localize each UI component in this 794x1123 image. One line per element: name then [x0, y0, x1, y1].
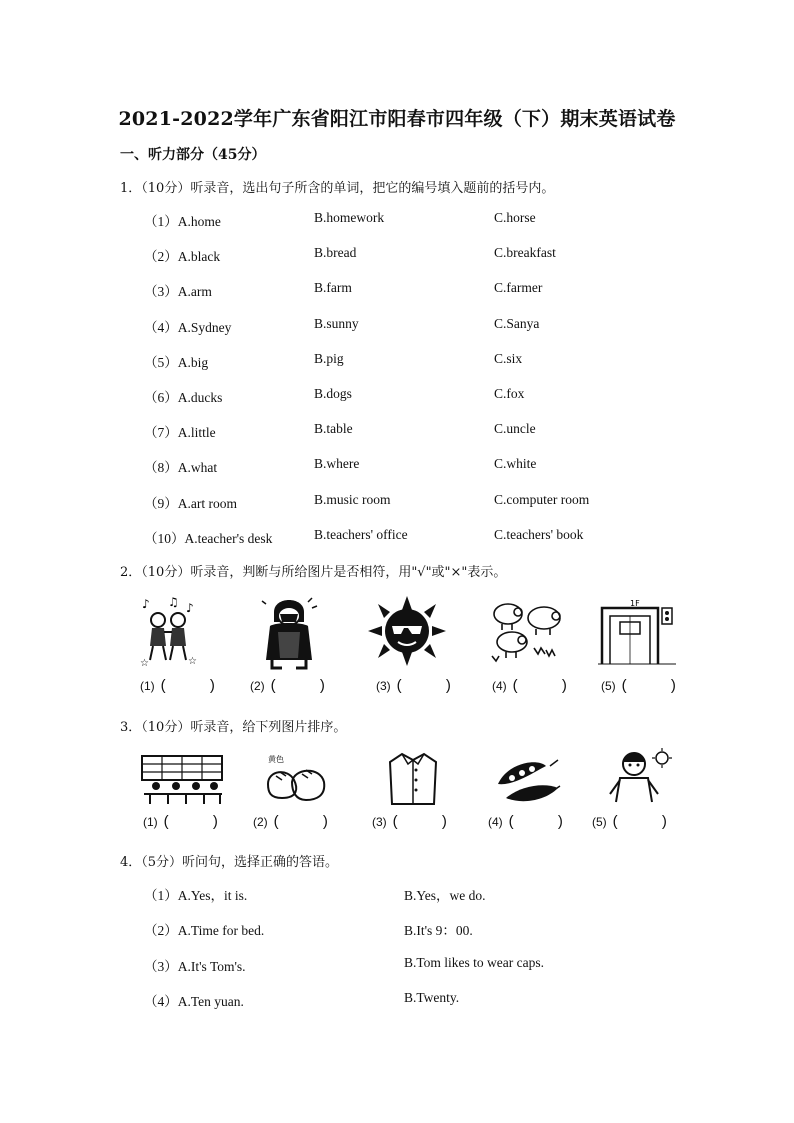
option-c: C.computer room: [494, 491, 590, 507]
option-c: C.uncle: [494, 421, 536, 437]
item-number: (3): [372, 815, 387, 829]
question-number: （7）: [144, 425, 178, 441]
answer-parentheses: ( ): [163, 813, 238, 830]
question-number: （1）: [144, 214, 178, 229]
option-a-text: A.Ten yuan.: [177, 993, 244, 1009]
answer-parentheses: ( ): [621, 677, 696, 694]
option-row: [144, 210, 704, 230]
option-b: B.Twenty.: [404, 989, 460, 1005]
option-a: [144, 245, 220, 265]
option-a-text: A.Yes，it is.: [177, 888, 248, 903]
question-1-stem: 1．（10分）听录音，选出句子所含的单词，把它的编号填入题前的括号内。: [120, 181, 555, 196]
option-a-text: A.Time for bed.: [177, 923, 265, 939]
question-number: （8）: [144, 460, 178, 476]
question-number: （3）: [144, 284, 178, 300]
option-c: C.white: [494, 456, 537, 472]
hot-girl-icon: [604, 748, 674, 804]
item-number: (1): [140, 679, 155, 693]
item-number: (3): [376, 679, 391, 693]
option-a: [144, 316, 231, 336]
option-row: [144, 884, 704, 904]
option-a-text: A.little: [177, 425, 216, 441]
option-b: B.Yes，we do.: [404, 888, 486, 903]
option-b: B.music room: [314, 491, 391, 507]
option-a-text: A.black: [177, 249, 221, 265]
svg-text:☆: ☆: [188, 656, 197, 667]
answer-parentheses: ( ): [273, 813, 348, 830]
option-a: [144, 456, 217, 476]
answer-blank: [488, 813, 583, 830]
option-a: [144, 421, 216, 441]
section-heading-listening: 一、听力部分（45分）: [120, 147, 266, 163]
answer-blank: [376, 677, 471, 694]
option-a-text: A.arm: [177, 284, 212, 300]
sheep-icon: [488, 598, 566, 664]
option-c: C.teachers' book: [494, 526, 584, 542]
answer-blank: [592, 813, 687, 830]
item-number: (2): [253, 815, 268, 829]
peas-icon: [494, 754, 562, 806]
option-b: B.farm: [314, 280, 352, 296]
shoes-icon: [262, 752, 328, 804]
option-a-text: A.what: [177, 460, 218, 476]
question-3-stem: 3．（10分）听录音，给下列图片排序。: [120, 720, 347, 735]
answer-parentheses: ( ): [612, 813, 687, 830]
option-a: [144, 492, 237, 512]
option-a: [144, 210, 221, 230]
option-b: B.teachers' office: [314, 526, 408, 542]
item-number: (4): [492, 679, 507, 693]
option-a-text: A.It's Tom's.: [177, 958, 246, 974]
option-a-text: A.teacher's desk: [184, 530, 273, 546]
question-number: （10）: [144, 530, 185, 546]
question-number: （9）: [144, 495, 178, 511]
option-a: [144, 351, 208, 371]
answer-blank: [253, 813, 348, 830]
answer-parentheses: ( ): [508, 813, 583, 830]
svg-text:♫: ♫: [168, 595, 179, 609]
shoe-color-note: 黄色: [268, 755, 284, 764]
option-b: B.sunny: [314, 315, 359, 331]
option-c: C.six: [494, 350, 523, 366]
option-a-text: A.home: [177, 214, 221, 229]
question-number: （3）: [144, 958, 178, 974]
option-row: [144, 919, 704, 939]
svg-text:1F: 1F: [630, 599, 640, 608]
page-title: 2021-2022学年广东省阳江市阳春市四年级（下）期末英语试卷: [118, 108, 676, 130]
answer-blank: [601, 677, 696, 694]
question-4-stem: 4．（5分）听问句，选择正确的答语。: [120, 855, 339, 870]
item-number: (4): [488, 815, 503, 829]
question-number: （4）: [144, 993, 178, 1009]
item-number: (5): [592, 815, 607, 829]
option-b: B.Tom likes to wear caps.: [404, 954, 545, 970]
option-row: [144, 245, 704, 265]
option-a-text: A.Sydney: [177, 319, 232, 335]
option-row: [144, 456, 704, 476]
option-row: [144, 527, 704, 547]
classroom-icon: [140, 754, 224, 806]
svg-text:♪: ♪: [142, 597, 150, 611]
answer-parentheses: ( ): [396, 677, 471, 694]
answer-parentheses: ( ): [160, 677, 235, 694]
answer-blank: [250, 677, 345, 694]
question-number: （6）: [144, 390, 178, 405]
item-number: (5): [601, 679, 616, 693]
answer-parentheses: ( ): [270, 677, 345, 694]
option-c: C.Sanya: [494, 315, 540, 331]
option-c: C.horse: [494, 210, 536, 225]
option-a-text: A.big: [177, 354, 209, 370]
svg-text:☆: ☆: [140, 658, 149, 669]
option-b: B.It's 9：00.: [404, 923, 473, 939]
option-row: [144, 316, 704, 336]
question-number: （1）: [144, 888, 178, 903]
item-number: (2): [250, 679, 265, 693]
option-a: [144, 386, 222, 406]
option-b: B.pig: [314, 350, 344, 366]
option-b: B.dogs: [314, 386, 352, 401]
option-row: [144, 955, 704, 975]
question-number: （2）: [144, 923, 178, 939]
option-a: [144, 955, 246, 975]
question-2-stem: 2．（10分）听录音，判断与所给图片是否相符，用"√"或"×"表示。: [120, 565, 507, 580]
option-a: [144, 919, 264, 939]
option-c: C.farmer: [494, 280, 543, 296]
answer-blank: [143, 813, 238, 830]
shirt-icon: [386, 750, 440, 806]
option-c: C.fox: [494, 386, 525, 401]
sun-icon: [368, 596, 446, 666]
option-row: [144, 386, 704, 406]
option-a: [144, 884, 247, 904]
answer-parentheses: ( ): [512, 677, 587, 694]
question-number: （5）: [144, 354, 178, 370]
option-a: [144, 990, 244, 1010]
option-row: [144, 280, 704, 300]
option-a-text: A.art room: [177, 495, 237, 511]
option-b: B.homework: [314, 210, 385, 225]
answer-parentheses: ( ): [392, 813, 467, 830]
answer-blank: [372, 813, 467, 830]
question-number: （2）: [144, 249, 178, 265]
elevator-icon: [598, 598, 678, 666]
option-a: [144, 280, 212, 300]
answer-blank: [140, 677, 235, 694]
option-b: B.where: [314, 456, 360, 472]
svg-text:♪: ♪: [186, 601, 194, 615]
option-b: B.table: [314, 421, 353, 437]
question-number: （4）: [144, 319, 178, 335]
option-row: [144, 492, 704, 512]
option-b: B.bread: [314, 245, 357, 261]
option-c: C.breakfast: [494, 245, 556, 261]
item-number: (1): [143, 815, 158, 829]
option-a: [144, 527, 272, 547]
dancing-children-icon: [138, 594, 200, 670]
option-row: [144, 990, 704, 1010]
option-a-text: A.ducks: [177, 390, 223, 405]
coat-person-icon: [258, 592, 320, 670]
option-row: [144, 351, 704, 371]
answer-blank: [492, 677, 587, 694]
option-row: [144, 421, 704, 441]
